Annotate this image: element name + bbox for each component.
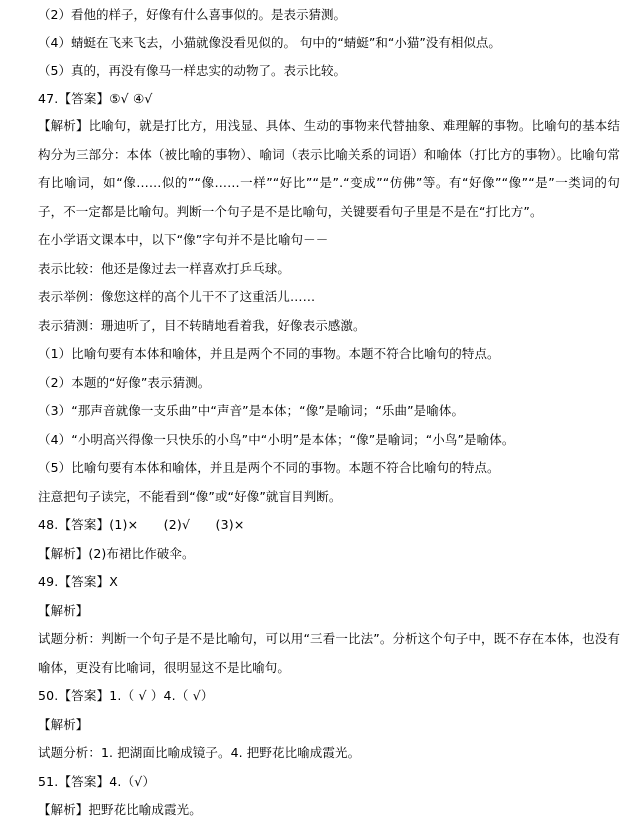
text-line: （5）比喻句要有本体和喻体，并且是两个不同的事物。本题不符合比喻句的特点。 xyxy=(38,460,500,475)
analysis-50: 试题分析：1. 把湖面比喻成镜子。4. 把野花比喻成霞光。 xyxy=(38,745,361,760)
answer-50: 50.【答案】1.（ √ ）4.（ √） xyxy=(38,688,214,703)
text-line: （4）“小明高兴得像一只快乐的小鸟”中“小明”是本体；“像”是喻词；“小鸟”是喻体。 xyxy=(38,431,515,447)
text-line: （2）本题的“好像”表示猜测。 xyxy=(38,374,211,390)
answer-47: 47.【答案】⑤√ ④√ xyxy=(38,91,153,106)
analysis-heading-49: 【解析】 xyxy=(38,602,89,618)
text-line: 注意把句子读完，不能看到“像”或“好像”就盲目判断。 xyxy=(38,488,342,504)
answer-48: 48.【答案】(1)× (2)√ (3)× xyxy=(38,517,245,532)
text-line: 表示猜测：珊迪听了，目不转睛地看着我，好像表示感激。 xyxy=(38,317,366,333)
text-line: （1）比喻句要有本体和喻体，并且是两个不同的事物。本题不符合比喻句的特点。 xyxy=(38,346,500,361)
answer-49: 49.【答案】X xyxy=(38,574,119,589)
text-line: 在小学语文课本中，以下“像”字句并不是比喻句－－ xyxy=(38,232,329,247)
text-line: （5）真的，再没有像马一样忠实的动物了。表示比较。 xyxy=(38,63,346,78)
text-line: （2）看他的样子，好像有什么喜事似的。是表示猜测。 xyxy=(38,7,346,22)
analysis-51: 【解析】把野花比喻成霞光。 xyxy=(38,802,202,817)
analysis-heading-50: 【解析】 xyxy=(38,716,89,732)
analysis-47: 【解析】比喻句，就是打比方，用浅显、具体、生动的事物来代替抽象、难理解的事物。比喻句的基本结构分为三部分：本体（被比喻的事物）、喻词（表示比喻关系的词语）和喻体（打比方的事物）。比喻句常有比喻词，如“像……似的”“像……一样”“好比”“是”.“变成”“仿佛”等。有“好像”“像”“是”一类词的句子，不一定都是比喻句。判断一个句子是不是比喻句，关键要看句子里是不是在“打比方”。 xyxy=(38,118,620,219)
answer-51: 51.【答案】4.（√） xyxy=(38,773,156,789)
text-line: （4）蜻蜓在飞来飞去，小猫就像没看见似的。 句中的“蜻蜓”和“小猫”没有相似点。 xyxy=(38,35,501,50)
text-line: 表示比较：他还是像过去一样喜欢打乒乓球。 xyxy=(38,260,291,276)
analysis-48: 【解析】(2)布裙比作破伞。 xyxy=(38,545,195,561)
text-line: （3）“那声音就像一支乐曲”中“声音”是本体；“像”是喻词；“乐曲”是喻体。 xyxy=(38,403,465,418)
analysis-49: 试题分析：判断一个句子是不是比喻句，可以用“三看一比法”。分析这个句子中，既不存在本体，也没有喻体，更没有比喻词，很明显这不是比喻句。 xyxy=(38,631,620,675)
text-line: 表示举例：像您这样的高个儿干不了这重活儿…… xyxy=(38,289,316,304)
